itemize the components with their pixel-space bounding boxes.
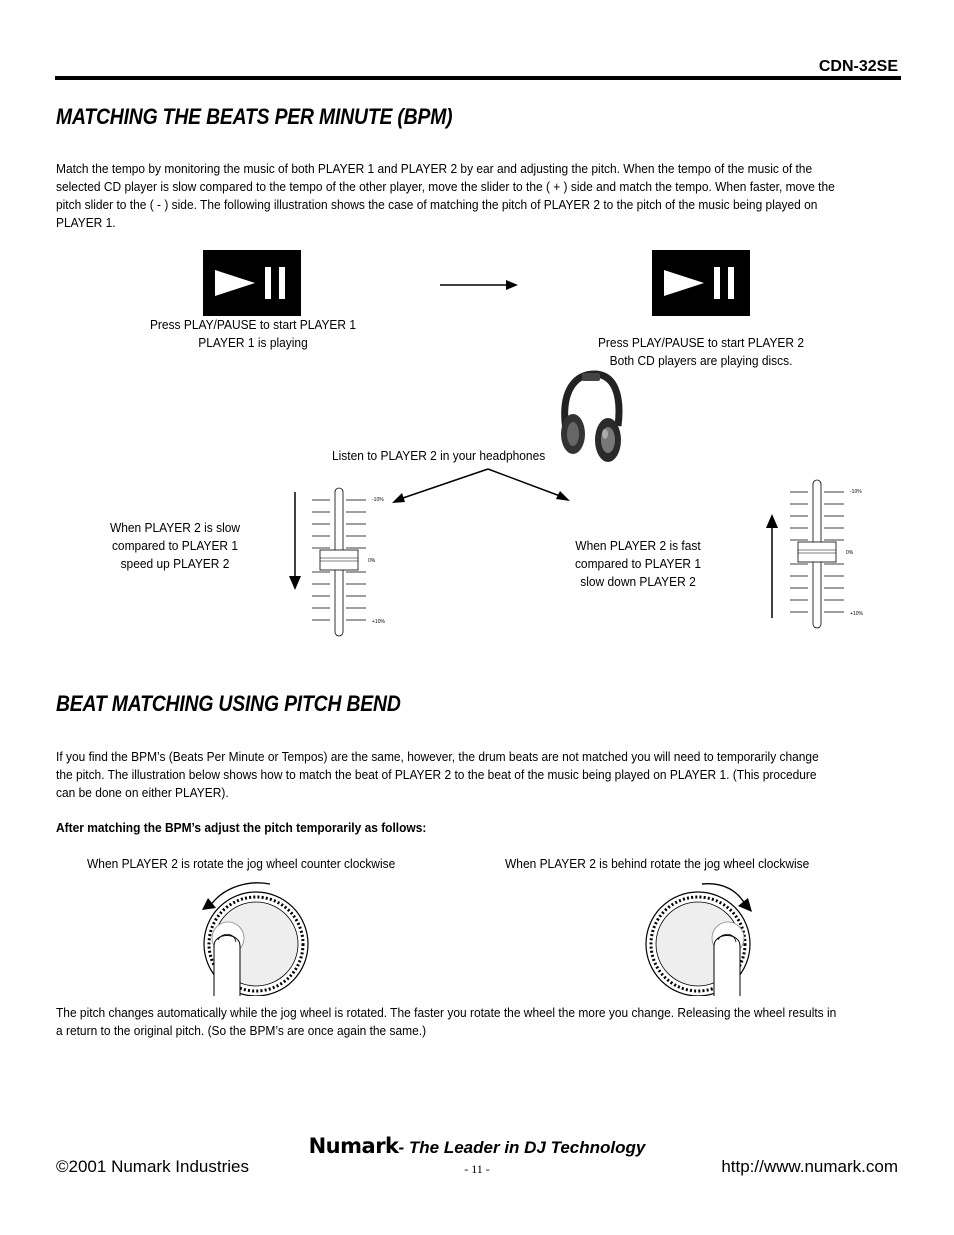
slider-top-label: -10%	[850, 489, 862, 495]
diverging-arrows	[380, 465, 580, 510]
fast-caption-line1: When PLAYER 2 is fast	[575, 538, 701, 553]
up-arrow-icon	[764, 512, 780, 618]
pitch-slider-left	[308, 486, 398, 638]
jog-wheel-cw-icon	[638, 876, 758, 996]
slow-caption-line2: compared to PLAYER 1	[111, 538, 239, 553]
pitch-bend-subheading: After matching the BPM’s adjust the pitch temporarily as follows:	[56, 820, 427, 835]
slider-top-label: -10%	[372, 497, 384, 503]
website-link[interactable]: http://www.numark.com	[721, 1157, 898, 1176]
headphones-caption: Listen to PLAYER 2 in your headphones	[332, 448, 546, 463]
pitch-slider-right	[786, 478, 876, 630]
copyright: ©2001 Numark Industries	[56, 1157, 250, 1176]
numark-logo: Numark	[308, 1134, 399, 1158]
jog-left-caption: When PLAYER 2 is rotate the jog wheel counter clockwise	[87, 856, 396, 871]
slow-caption	[102, 519, 247, 573]
player2-caption-line1: Press PLAY/PAUSE to start PLAYER 2	[597, 335, 805, 350]
right-arrow-icon	[440, 278, 520, 292]
fast-caption-line3: slow down PLAYER 2	[580, 574, 696, 589]
slider-mid-label: 0%	[846, 550, 854, 556]
tagline: - The Leader in DJ Technology	[398, 1138, 646, 1157]
down-arrow-icon	[287, 492, 303, 592]
model-name: CDN-32SE	[818, 58, 898, 75]
play-pause-icon	[652, 250, 750, 316]
player1-caption	[132, 316, 373, 352]
pitch-bend-paragraph: If you find the BPM’s (Beats Per Minute or Tempos) are the same, however, the drum beats are not matched you will need to temporarily change the pitch. The illustration below shows how to match the beat of PLAYER 2 to the beat of the music being played on PLAYER 1. (This procedure can be done on either PLAYER).	[56, 749, 819, 800]
slider-bottom-label: +10%	[850, 611, 863, 617]
pitch-bend-closing: The pitch changes automatically while the jog wheel is rotated. The faster you rotate the wheel the more you change. Releasing the wheel results in a return to the original pitch. (So the BPM’s are once again the same.)	[56, 1005, 837, 1038]
player1-caption-line1: Press PLAY/PAUSE to start PLAYER 1	[149, 317, 357, 332]
footer-tagline	[0, 1134, 954, 1158]
fast-caption-line2: compared to PLAYER 1	[574, 556, 702, 571]
player1-caption-line2: PLAYER 1 is playing	[198, 335, 308, 350]
header-rule	[55, 76, 901, 80]
slider-bottom-label: +10%	[372, 619, 385, 625]
bpm-paragraph: Match the tempo by monitoring the music of both PLAYER 1 and PLAYER 2 by ear and adjusting the pitch. When the tempo of the music of the selected CD player is slow compared to the tempo of the other player, move the slider to the ( + ) side and match the tempo. When faster, move the pitch slider to the ( - ) side. The following illustration shows the case of matching the pitch of PLAYER 2 to the pitch of the music being played on PLAYER 1.	[56, 161, 835, 230]
headphones-icon	[556, 370, 626, 468]
page-number: - 11 -	[464, 1162, 490, 1176]
fast-caption	[564, 537, 711, 591]
section-title-pitch-bend: BEAT MATCHING USING PITCH BEND	[56, 691, 401, 716]
player2-caption-line2: Both CD players are playing discs.	[609, 353, 793, 368]
jog-wheel-ccw-icon	[196, 876, 316, 996]
player2-caption	[571, 334, 830, 370]
play-pause-icon	[203, 250, 301, 316]
jog-right-caption: When PLAYER 2 is behind rotate the jog wheel clockwise	[505, 856, 810, 871]
slow-caption-line1: When PLAYER 2 is slow	[109, 520, 241, 535]
section-title-bpm: MATCHING THE BEATS PER MINUTE (BPM)	[56, 104, 453, 129]
slow-caption-line3: speed up PLAYER 2	[120, 556, 230, 571]
slider-mid-label: 0%	[368, 558, 376, 564]
